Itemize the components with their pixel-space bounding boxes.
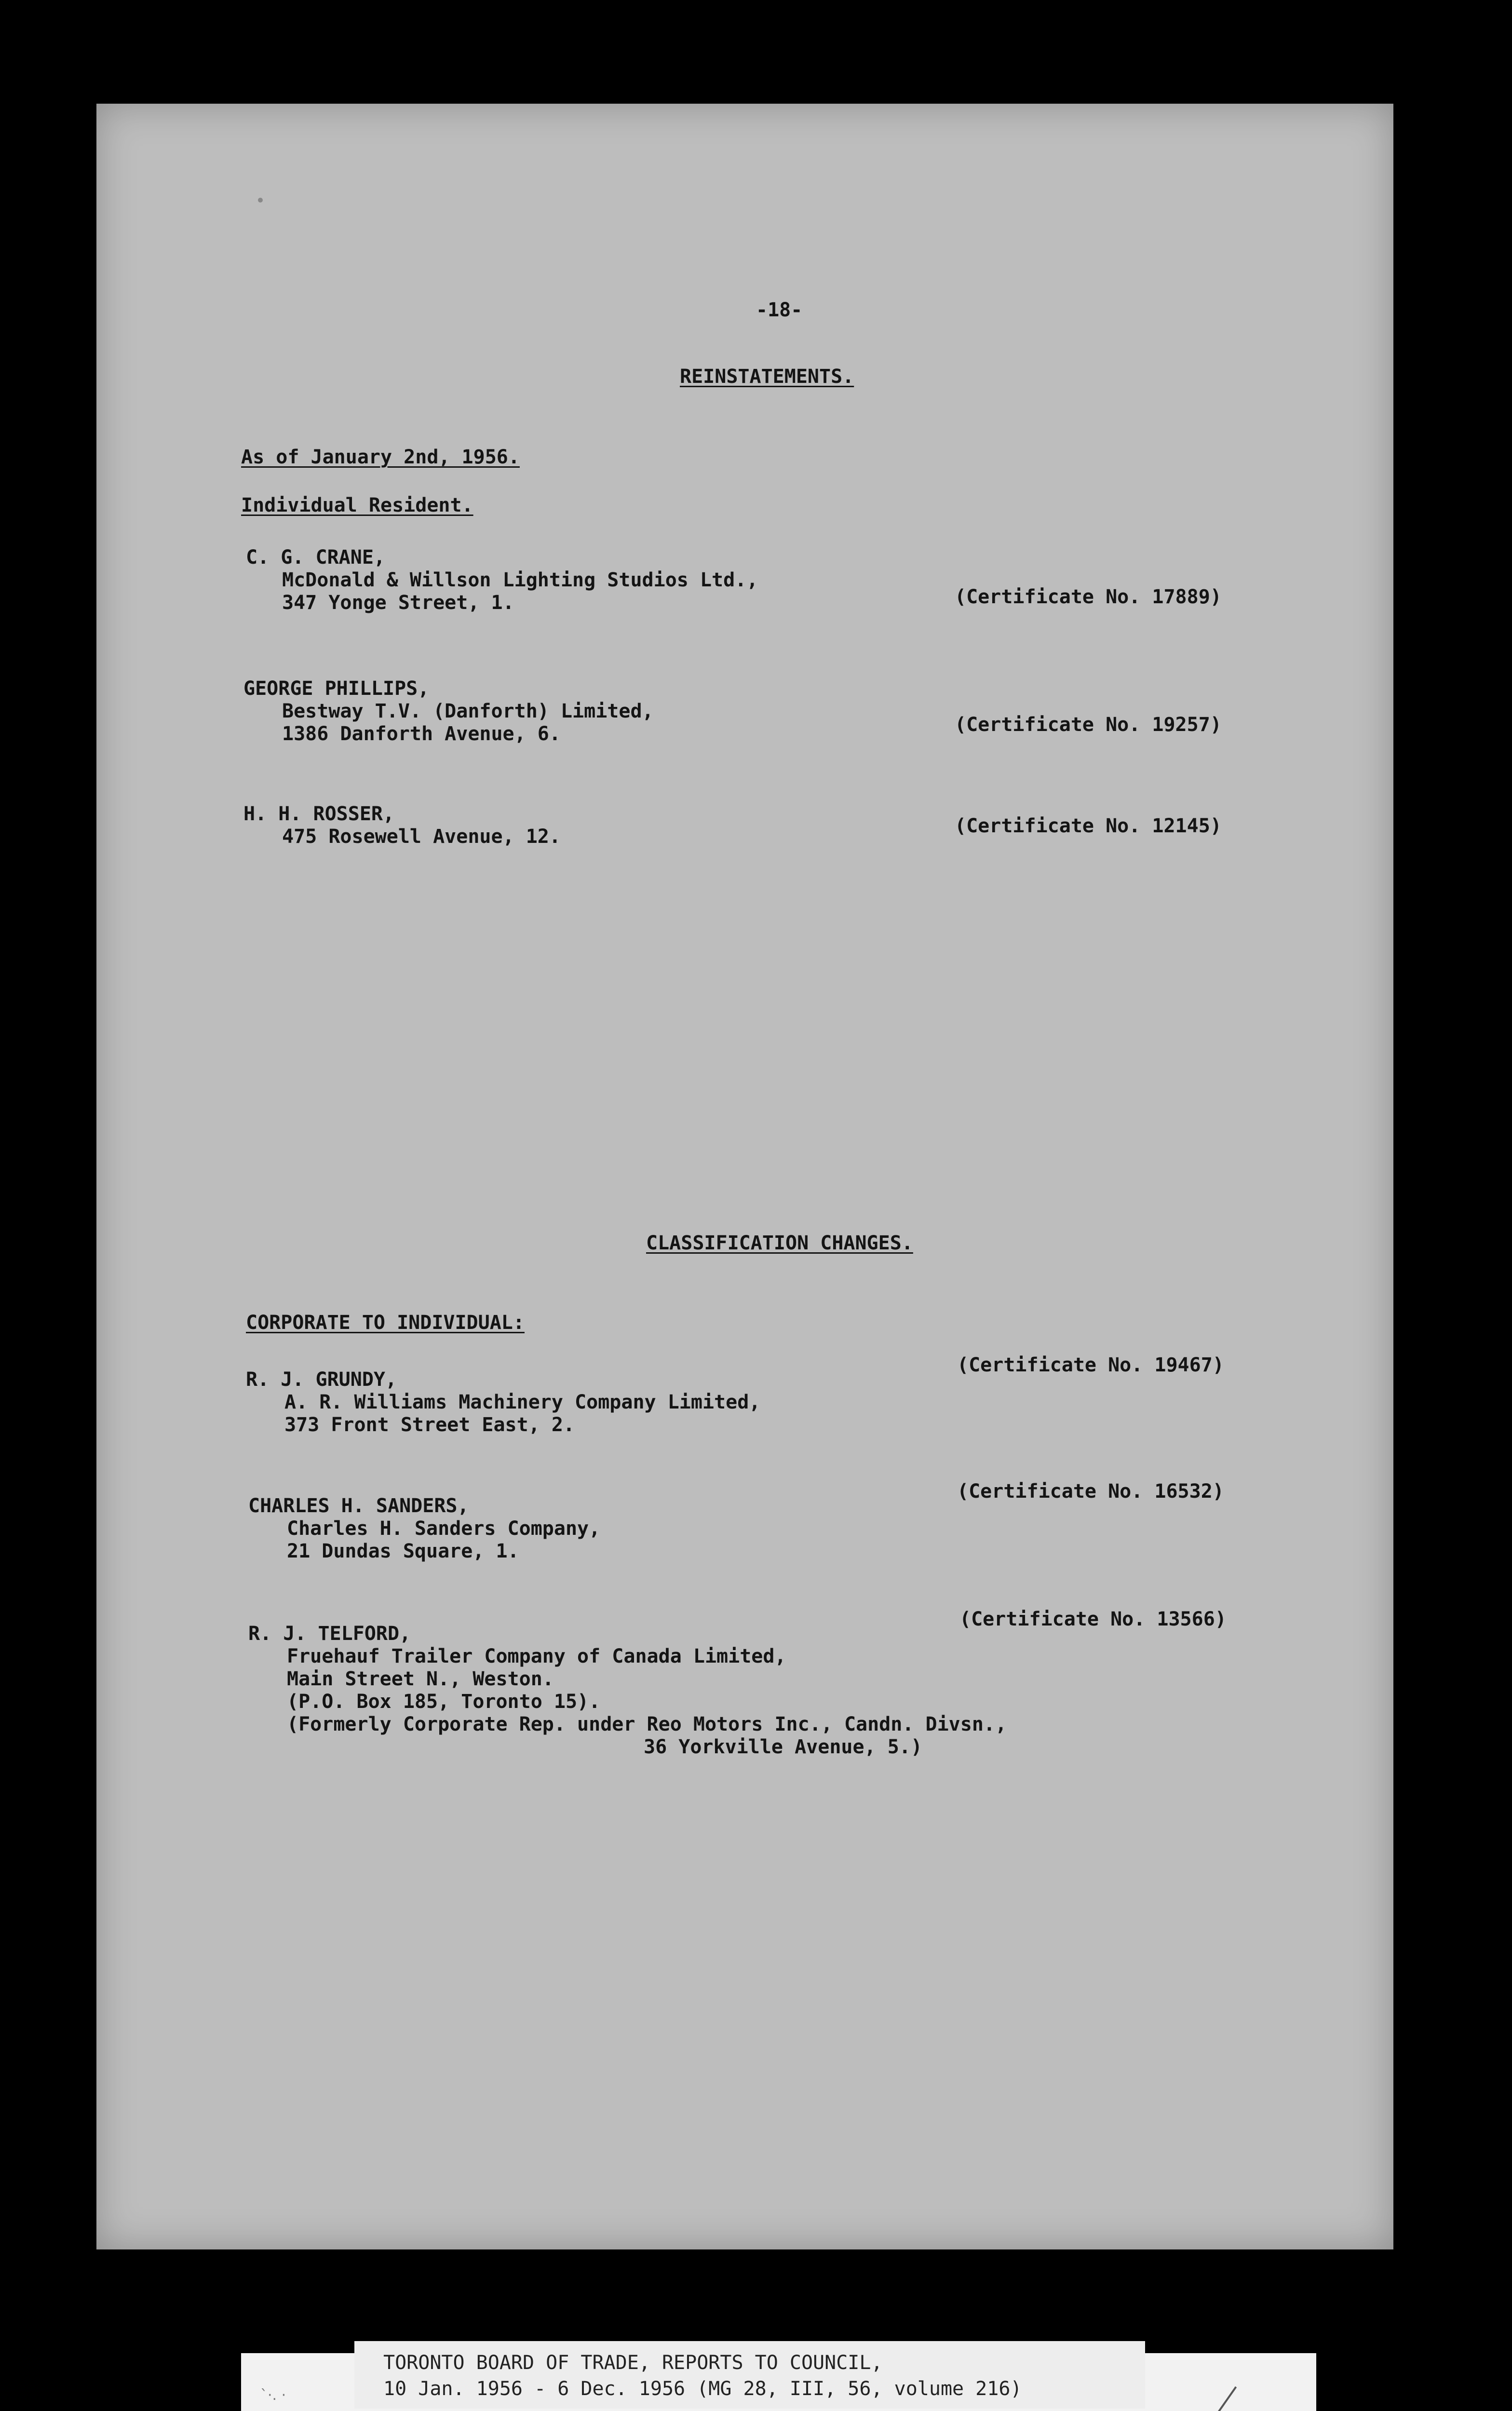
entry-name: R. J. TELFORD, xyxy=(248,1623,411,1645)
classification-heading: CLASSIFICATION CHANGES. xyxy=(646,1232,913,1254)
entry-former-note: (Formerly Corporate Rep. under Reo Motors Inc., Candn. Divsn., xyxy=(287,1713,1007,1735)
film-specks: `·. · xyxy=(260,2387,286,2404)
entry-certificate: (Certificate No. 12145) xyxy=(955,815,1222,837)
caption-line-1: TORONTO BOARD OF TRADE, REPORTS TO COUNCIL, xyxy=(383,2352,883,2374)
document-page xyxy=(96,104,1393,2249)
reinstatements-date: As of January 2nd, 1956. xyxy=(241,446,520,468)
entry-company: McDonald & Willson Lighting Studios Ltd., xyxy=(282,569,758,591)
entry-company: A. R. Williams Machinery Company Limited, xyxy=(284,1391,761,1413)
entry-name: H. H. ROSSER, xyxy=(243,803,395,825)
entry-name: GEORGE PHILLIPS, xyxy=(243,677,430,700)
entry-certificate: (Certificate No. 16532) xyxy=(957,1480,1224,1503)
entry-company: Charles H. Sanders Company, xyxy=(287,1517,601,1540)
entry-address: 1386 Danforth Avenue, 6. xyxy=(282,723,561,745)
entry-name: R. J. GRUNDY, xyxy=(246,1368,397,1391)
entry-company: Fruehauf Trailer Company of Canada Limited, xyxy=(287,1645,786,1667)
page-number: -18- xyxy=(756,299,803,321)
entry-name: C. G. CRANE, xyxy=(246,546,385,569)
reinstatements-subheading: Individual Resident. xyxy=(241,494,473,516)
entry-address: 347 Yonge Street, 1. xyxy=(282,592,514,614)
entry-address: Main Street N., Weston. xyxy=(287,1668,554,1690)
entry-certificate: (Certificate No. 17889) xyxy=(955,586,1222,608)
caption-line-2: 10 Jan. 1956 - 6 Dec. 1956 (MG 28, III, 56, volume 216) xyxy=(383,2378,1022,2400)
reinstatements-heading: REINSTATEMENTS. xyxy=(680,366,854,388)
entry-certificate: (Certificate No. 13566) xyxy=(959,1608,1227,1630)
entry-po-box: (P.O. Box 185, Toronto 15). xyxy=(287,1691,601,1713)
entry-former-address: 36 Yorkville Avenue, 5.) xyxy=(644,1736,922,1758)
pen-mark xyxy=(1205,2386,1237,2411)
entry-company: Bestway T.V. (Danforth) Limited, xyxy=(282,700,654,722)
entry-name: CHARLES H. SANDERS, xyxy=(248,1495,469,1517)
entry-address: 21 Dundas Square, 1. xyxy=(287,1540,519,1562)
archive-caption xyxy=(354,2341,1145,2409)
entry-certificate: (Certificate No. 19257) xyxy=(955,714,1222,736)
classification-subheading: CORPORATE TO INDIVIDUAL: xyxy=(246,1312,525,1334)
entry-address: 475 Rosewell Avenue, 12. xyxy=(282,826,561,848)
entry-certificate: (Certificate No. 19467) xyxy=(957,1354,1224,1376)
entry-address: 373 Front Street East, 2. xyxy=(284,1414,575,1436)
speck xyxy=(258,198,263,203)
